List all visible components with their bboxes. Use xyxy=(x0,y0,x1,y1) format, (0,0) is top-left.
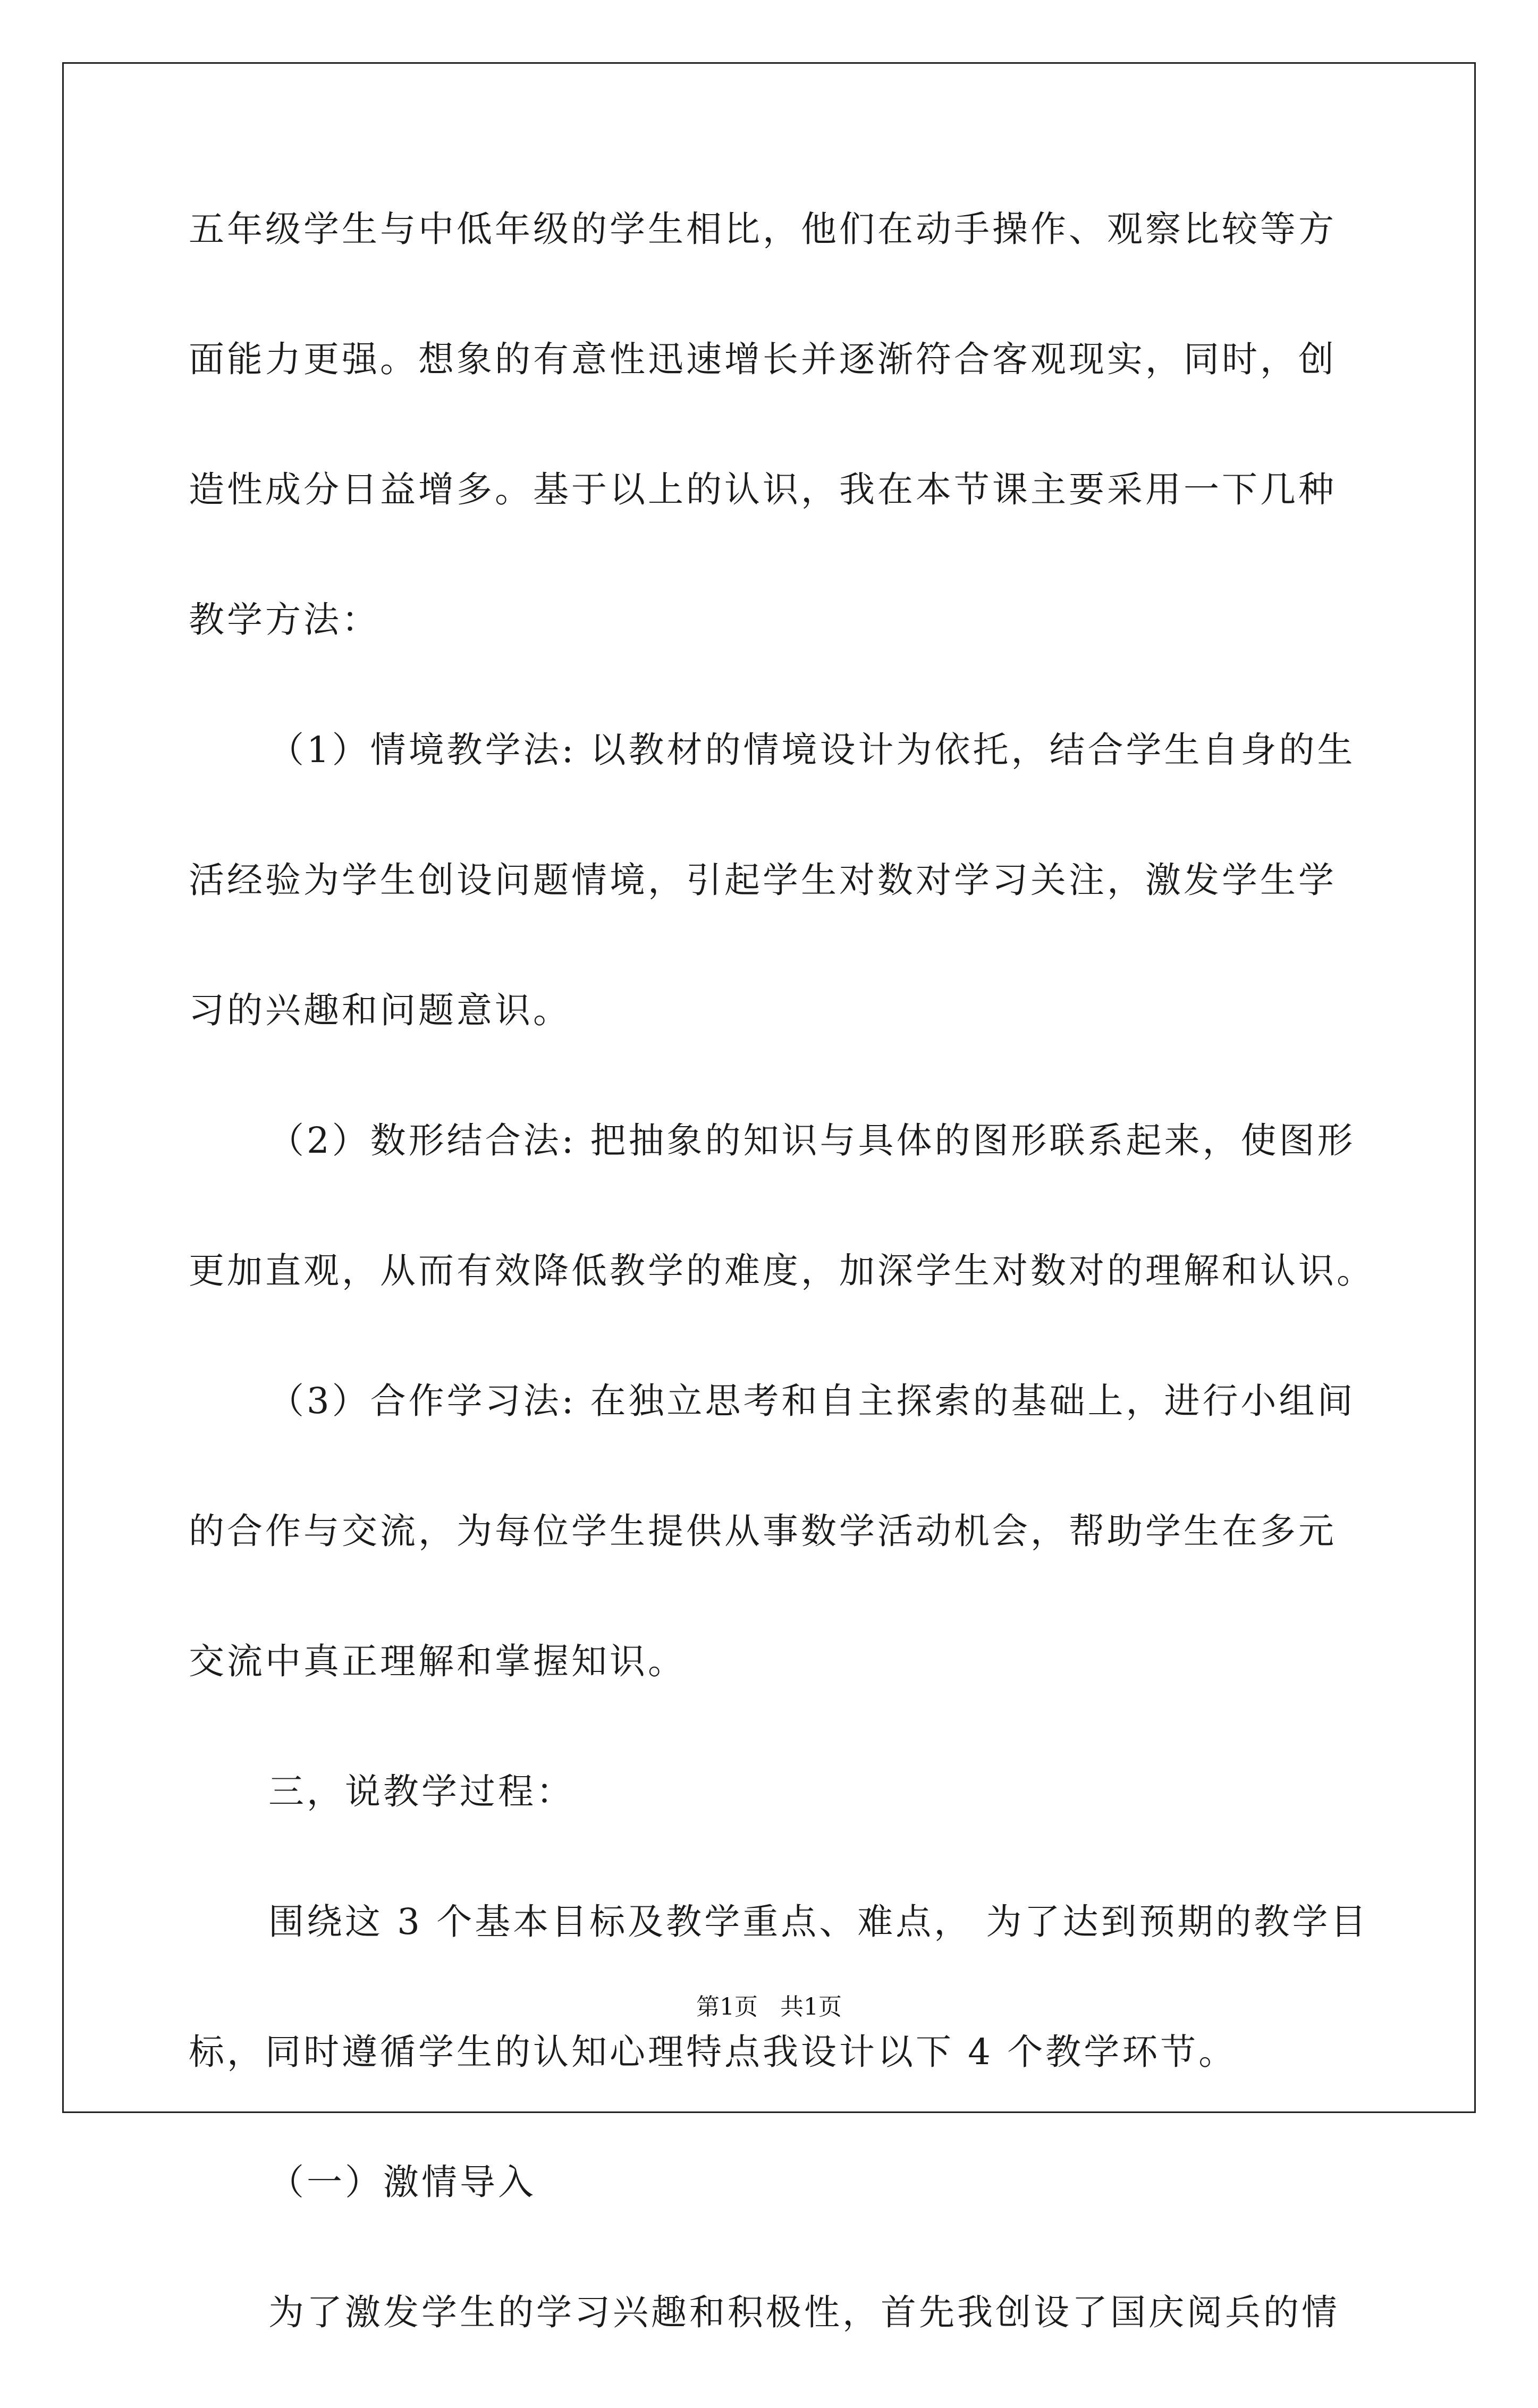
text-line: （1）情境教学法: 以教材的情境设计为依托，结合学生自身的生 xyxy=(268,729,1356,771)
text-line: 更加直观，从而有效降低教学的难度，加深学生对数对的理解和认识。 xyxy=(189,1250,1375,1291)
text-line: 的合作与交流，为每位学生提供从事数学活动机会，帮助学生在多元 xyxy=(189,1510,1337,1552)
text-line: 活经验为学生创设问题情境，引起学生对数对学习关注，激发学生学 xyxy=(189,859,1337,901)
text-line: 习的兴趣和问题意识。 xyxy=(189,990,571,1031)
text-line: （2）数形结合法: 把抽象的知识与具体的图形联系起来，使图形 xyxy=(268,1120,1356,1161)
subsection-heading: （一）激情导入 xyxy=(268,2161,536,2203)
text-line: 围绕这 3 个基本目标及教学重点、难点， 为了达到预期的教学目 xyxy=(268,1901,1369,1942)
text-line: 为了激发学生的学习兴趣和积极性，首先我创设了国庆阅兵的情 xyxy=(268,2292,1340,2333)
text-line: 面能力更强。想象的有意性迅速增长并逐渐符合客观现实，同时，创 xyxy=(189,339,1337,380)
text-line: 交流中真正理解和掌握知识。 xyxy=(189,1641,686,1682)
text-line: 造性成分日益增多。基于以上的认识，我在本节课主要采用一下几种 xyxy=(189,469,1337,510)
text-line: 五年级学生与中低年级的学生相比，他们在动手操作、观察比较等方 xyxy=(189,208,1337,250)
text-line: （3）合作学习法: 在独立思考和自主探索的基础上，进行小组间 xyxy=(268,1380,1356,1422)
section-heading: 三，说教学过程： xyxy=(268,1771,574,1812)
text-line: 教学方法： xyxy=(189,599,380,640)
page-number-footer: 第1页 共1页 xyxy=(696,1993,842,2021)
text-line: 标，同时遵循学生的认知心理特点我设计以下 4 个教学环节。 xyxy=(189,2031,1237,2073)
document-body xyxy=(189,195,1375,2408)
